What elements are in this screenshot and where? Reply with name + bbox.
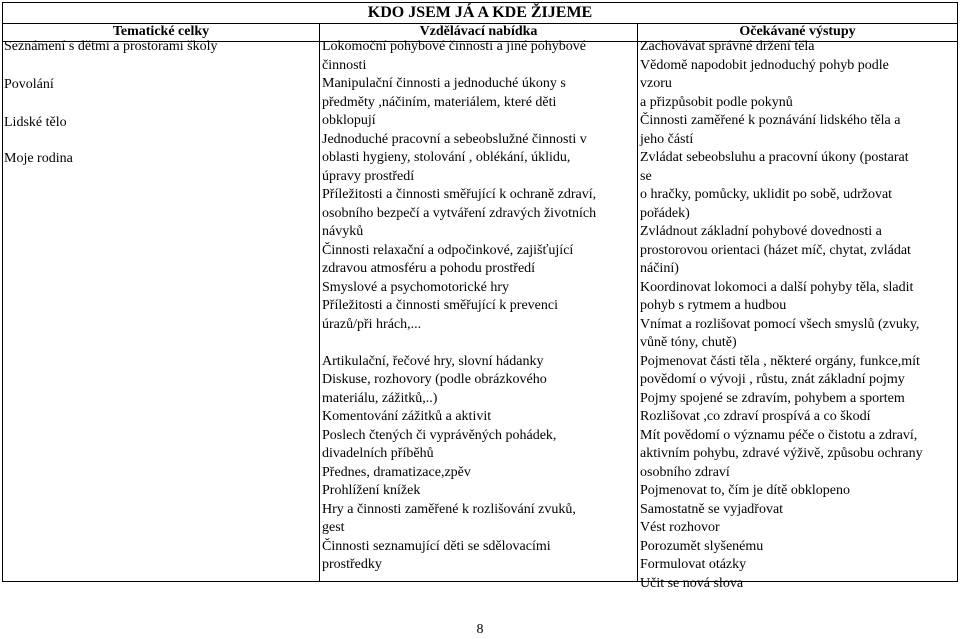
- outcome-line: Pojmenovat části těla , některé orgány, funkce,mít: [640, 353, 920, 369]
- offer-line: obklopují: [322, 113, 376, 128]
- column-divider: [637, 23, 638, 581]
- column-divider: [319, 23, 320, 581]
- outcome-line: a přizpůsobit podle pokynů: [640, 94, 793, 110]
- offer-line: Prohlížení knížek: [322, 483, 421, 498]
- outcome-line: Zachovávat správné držení těla: [640, 39, 815, 54]
- offer-line: Hry a činnosti zaměřené k rozlišování zvuků,: [322, 501, 576, 517]
- outcome-line: povědomí o vývoji , růstu, znát základní pojmy: [640, 372, 905, 387]
- offer-line: zdravou atmosféru a pohodu prostředí: [322, 261, 536, 276]
- outcome-line: Pojmenovat to, čím je dítě obklopeno: [640, 483, 850, 498]
- offer-line: osobního bezpečí a vytváření zdravých životních: [322, 205, 597, 221]
- outcome-line: aktivním pohybu, zdravé výživě, způsobu ochrany: [640, 446, 923, 461]
- offer-line: úrazů/při hrách,...: [322, 316, 422, 332]
- offer-line: materiálu, zážitků,..): [322, 390, 438, 406]
- offer-line: Přednes, dramatizace,zpěv: [322, 464, 471, 480]
- offer-line: oblasti hygieny, stolování , oblékání, úklidu,: [322, 150, 571, 165]
- outcome-line: se: [640, 168, 652, 184]
- offer-line: Artikulační, řečové hry, slovní hádanky: [322, 353, 544, 369]
- outcome-line: pořádek): [640, 205, 690, 221]
- offer-line: Činnosti seznamující děti se sdělovacími: [322, 538, 551, 554]
- outcome-line: Samostatně se vyjadřovat: [640, 501, 784, 517]
- offer-line: Smyslové a psychomotorické hry: [322, 279, 510, 295]
- offer-line: Komentování zážitků a aktivit: [322, 409, 492, 424]
- header-offer: Vzdělávací nabídka: [419, 24, 538, 39]
- topic-item: Povolání: [4, 77, 54, 92]
- offer-line: Jednoduché pracovní a sebeobslužné činnosti v: [322, 131, 587, 147]
- outcome-line: Zvládat sebeobsluhu a pracovní úkony (postarat: [640, 150, 909, 165]
- offer-line: Manipulační činnosti a jednoduché úkony s: [322, 76, 566, 91]
- outcome-line: vzoru: [640, 76, 672, 91]
- table-title-row: [3, 3, 957, 24]
- offer-line: prostředky: [322, 557, 382, 572]
- outcome-line: Zvládnout základní pohybové dovednosti a: [640, 224, 882, 239]
- offer-line: Lokomoční pohybové činnosti a jiné pohybové: [322, 39, 587, 54]
- offer-line: gest: [322, 520, 345, 535]
- offer-column: [322, 38, 634, 575]
- outcome-line: pohyb s rytmem a hudbou: [640, 298, 787, 313]
- offer-line: divadelních příběhů: [322, 446, 434, 461]
- offer-line: činnosti: [322, 57, 367, 73]
- outcome-line: Porozumět slyšenému: [640, 538, 764, 554]
- offer-spacer: [322, 334, 634, 353]
- outcomes-column: [640, 38, 956, 593]
- outcome-line: Činnosti zaměřené k poznávání lidského těla a: [640, 113, 901, 128]
- outcome-line: Učit se nová slova: [640, 575, 744, 591]
- outcome-line: o hračky, pomůcky, uklidit po sobě, udržovat: [640, 187, 893, 202]
- outcome-line: prostorovou orientaci (házet míč, chytat, zvládat: [640, 242, 911, 258]
- topic-item: Seznámení s dětmi a prostorami školy: [4, 39, 218, 54]
- page-number: 8: [476, 622, 484, 637]
- outcome-line: Pojmy spojené se zdravím, pohybem a sportem: [640, 390, 905, 406]
- offer-line: návyků: [322, 224, 364, 239]
- offer-line: Příležitosti a činnosti směřující k ochraně zdraví,: [322, 187, 597, 202]
- topic-item: Moje rodina: [4, 151, 73, 166]
- header-topics: Tematické celky: [112, 24, 210, 39]
- offer-line: předměty ,náčiním, materiálem, které děti: [322, 94, 557, 110]
- outcome-line: jeho částí: [640, 131, 694, 147]
- outcome-line: náčiní): [640, 261, 679, 276]
- offer-line: Činnosti relaxační a odpočinkové, zajišťující: [322, 242, 574, 258]
- offer-line: Příležitosti a činnosti směřující k prevenci: [322, 298, 558, 313]
- offer-line: úpravy prostředí: [322, 168, 415, 184]
- outcome-line: Vést rozhovor: [640, 520, 720, 535]
- outcome-line: Mít povědomí o významu péče o čistotu a zdraví,: [640, 427, 918, 443]
- table-title: KDO JSEM JÁ A KDE ŽIJEME: [367, 4, 593, 21]
- topic-item: Lidské tělo: [4, 115, 67, 130]
- offer-line: Diskuse, rozhovory (podle obrázkového: [322, 372, 547, 387]
- outcome-line: Rozlišovat ,co zdraví prospívá a co škodí: [640, 409, 871, 424]
- offer-line: Poslech čtených či vyprávěných pohádek,: [322, 427, 557, 443]
- outcome-line: Vědomě napodobit jednoduchý pohyb podle: [640, 57, 889, 73]
- outcome-line: osobního zdraví: [640, 464, 730, 480]
- outcome-line: Koordinovat lokomoci a další pohyby těla, sladit: [640, 279, 914, 295]
- outcome-line: Formulovat otázky: [640, 557, 747, 572]
- outcome-line: vůně tóny, chutě): [640, 335, 737, 350]
- header-outcomes: Očekávané výstupy: [739, 24, 856, 39]
- outcome-line: Vnímat a rozlišovat pomocí všech smyslů (zvuky,: [640, 316, 920, 332]
